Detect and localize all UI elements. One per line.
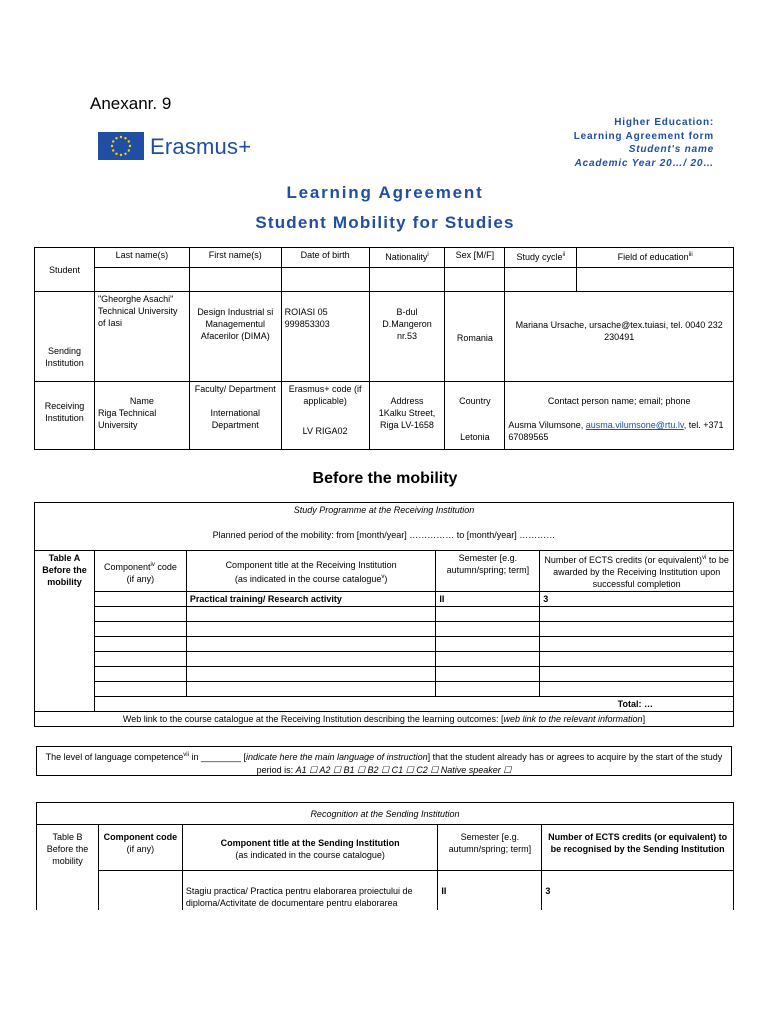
row-ects[interactable] <box>540 622 734 637</box>
row-code[interactable] <box>94 652 186 667</box>
field-header: Field of education$^{iii}$ <box>577 248 734 268</box>
first-name-header: First name(s) <box>189 248 281 268</box>
field-of-education-field[interactable] <box>577 268 734 292</box>
sex-header: Sex [M/F] <box>445 248 505 268</box>
row-semester[interactable] <box>436 607 540 622</box>
table-row <box>35 682 734 697</box>
receiving-address-header: Address <box>390 396 424 406</box>
nationality-header: Nationality$^i$ <box>369 248 445 268</box>
table-b-code-header: Component code (if any) <box>98 825 182 871</box>
table-row <box>35 667 734 682</box>
receiving-name-cell <box>94 382 189 450</box>
receiving-contact-header: Contact person name; email; phone <box>547 396 691 406</box>
row-code[interactable] <box>94 667 186 682</box>
row-code[interactable] <box>98 871 182 911</box>
last-name-header: Last name(s) <box>94 248 189 268</box>
row-ects[interactable] <box>540 682 734 697</box>
table-b-caption: Recognition at the Sending Institution <box>37 803 734 825</box>
receiving-name: Riga Technical University <box>97 408 157 430</box>
row-ects[interactable] <box>540 652 734 667</box>
row-semester: II <box>436 592 540 607</box>
study-cycle-field[interactable] <box>505 268 577 292</box>
table-row <box>37 871 734 911</box>
row-title[interactable] <box>186 622 436 637</box>
table-b-semester-header: Semester [e.g. autumn/spring; term] <box>438 825 542 871</box>
dob-field[interactable] <box>281 268 369 292</box>
row-ects: 3 <box>542 871 734 911</box>
row-semester[interactable] <box>436 652 540 667</box>
language-competence: The level of language competence$^{vii}$ in ________ [indicate here the main language of instruction] that the student already has or agrees to acquire by the start of the study period is: A1 ☐ A2 ☐ B1 ☐ B2 ☐ C1 ☐ C2 ☐ Native speaker ☐ <box>36 746 732 776</box>
row-ects[interactable] <box>540 607 734 622</box>
row-semester[interactable] <box>436 682 540 697</box>
receiving-address: 1Kalku Street, Riga LV-1658 <box>378 408 436 430</box>
row-title[interactable] <box>186 652 436 667</box>
weblink-row: Web link to the course catalogue at the Receiving Institution describing the learning outcomes: [web link to the relevant information] <box>35 712 734 727</box>
receiving-country: Letonia <box>460 432 490 442</box>
sex-field[interactable] <box>445 268 505 292</box>
last-name-field[interactable] <box>94 268 189 292</box>
table-b-label: Table B Before the mobility <box>37 825 99 911</box>
header-line-2: Learning Agreement form <box>573 130 714 142</box>
erasmus-logo <box>98 132 253 162</box>
erasmus-logo-text: Erasmus+ <box>150 134 252 159</box>
table-b <box>36 802 734 910</box>
table-row <box>35 637 734 652</box>
row-code[interactable] <box>94 592 186 607</box>
sending-country: Romania <box>445 292 505 382</box>
table-row <box>35 592 734 607</box>
row-code[interactable] <box>94 682 186 697</box>
receiving-name-header: Name <box>129 396 154 406</box>
receiving-contact: Ausma Vilumsone, ausma.vilumsone@rtu.lv, tel. +371 67089565 <box>508 420 724 442</box>
component-code-header: Component$^{iv}$ code (if any) <box>94 551 186 592</box>
receiving-faculty-header: Faculty/ Department <box>194 384 276 394</box>
header-right <box>574 116 714 170</box>
sending-faculty: Design Industrial si Managementul Afacerilor (DIMA) <box>189 292 281 382</box>
header-line-4: Academic Year 20…/ 20… <box>574 157 714 169</box>
row-semester[interactable] <box>436 667 540 682</box>
sending-contact: Mariana Ursache, ursache@tex.tuiasi, tel. 0040 232 230491 <box>505 292 734 382</box>
table-a-period: Planned period of the mobility: from [month/year] …………… to [month/year] ………… <box>35 521 734 551</box>
row-ects[interactable] <box>540 637 734 652</box>
doc-title: Learning Agreement <box>286 183 484 202</box>
row-title[interactable] <box>186 682 436 697</box>
header-line-1: Higher Education: <box>614 117 714 128</box>
eu-flag-icon <box>98 132 144 160</box>
nationality-field[interactable] <box>369 268 445 292</box>
ects-header: Number of ECTS credits (or equivalent)$^{vi}$ to be awarded by the Receiving Institution upon successful completion <box>540 551 734 592</box>
table-a <box>34 502 734 727</box>
dob-header: Date of birth <box>281 248 369 268</box>
study-cycle-header: Study cycle$^{ii}$ <box>505 248 577 268</box>
receiving-code: LV RIGA02 <box>302 426 348 436</box>
annex-number: Anexanr. 9 <box>90 94 172 113</box>
table-b-title-header: Component title at the Sending Institution (as indicated in the course catalogue) <box>182 825 438 871</box>
row-semester[interactable] <box>436 622 540 637</box>
row-title[interactable] <box>186 667 436 682</box>
receiving-faculty-cell <box>189 382 281 450</box>
row-code[interactable] <box>94 622 186 637</box>
row-semester[interactable] <box>436 637 540 652</box>
before-mobility-heading: Before the mobility <box>312 470 458 487</box>
row-title[interactable] <box>186 607 436 622</box>
receiving-code-cell <box>281 382 369 450</box>
table-a-label: Table A Before the mobility <box>35 551 95 712</box>
total-row: Total: … <box>94 697 733 712</box>
table-row <box>35 622 734 637</box>
language-levels[interactable]: A1 ☐ A2 ☐ B1 ☐ B2 ☐ C1 ☐ C2 ☐ Native speaker ☐ <box>295 765 512 775</box>
sending-address: B-dul D.Mangeron nr.53 <box>369 292 445 382</box>
receiving-label: Receiving Institution <box>35 382 95 450</box>
table-row <box>35 652 734 667</box>
component-title-header: Component title at the Receiving Institution (as indicated in the course catalogue$^v$) <box>186 551 436 592</box>
receiving-contact-cell <box>505 382 734 450</box>
row-title: Practical training/ Research activity <box>186 592 436 607</box>
receiving-country-header: Country <box>459 396 491 406</box>
receiving-faculty: International Department <box>210 408 260 430</box>
row-ects[interactable] <box>540 667 734 682</box>
row-title: Stagiu practica/ Practica pentru elaborarea proiectului de diploma/Activitate de documentare pentru elaborarea <box>182 871 438 911</box>
receiving-country-cell <box>445 382 505 450</box>
semester-header: Semester [e.g. autumn/spring; term] <box>436 551 540 592</box>
row-code[interactable] <box>94 637 186 652</box>
student-label: Student <box>35 248 95 292</box>
row-ects: 3 <box>540 592 734 607</box>
row-code[interactable] <box>94 607 186 622</box>
student-institutions-table <box>34 247 734 450</box>
sending-name: "Gheorghe Asachi" Technical University of Iasi <box>94 292 189 382</box>
doc-subtitle: Student Mobility for Studies <box>255 213 515 232</box>
sending-label: Sending Institution <box>35 292 95 382</box>
receiving-address-cell <box>369 382 445 450</box>
receiving-contact-email-link[interactable]: ausma.vilumsone@rtu.lv <box>585 420 684 430</box>
first-name-field[interactable] <box>189 268 281 292</box>
sending-code: ROIASI 05 999853303 <box>281 292 369 382</box>
table-a-caption: Study Programme at the Receiving Institution <box>35 503 734 521</box>
receiving-code-header: Erasmus+ code (if applicable) <box>288 384 362 406</box>
row-semester: II <box>438 871 542 911</box>
table-b-ects-header: Number of ECTS credits (or equivalent) to be recognised by the Sending Institution <box>542 825 734 871</box>
table-row <box>35 607 734 622</box>
row-title[interactable] <box>186 637 436 652</box>
header-line-3: Student's name <box>628 144 714 155</box>
